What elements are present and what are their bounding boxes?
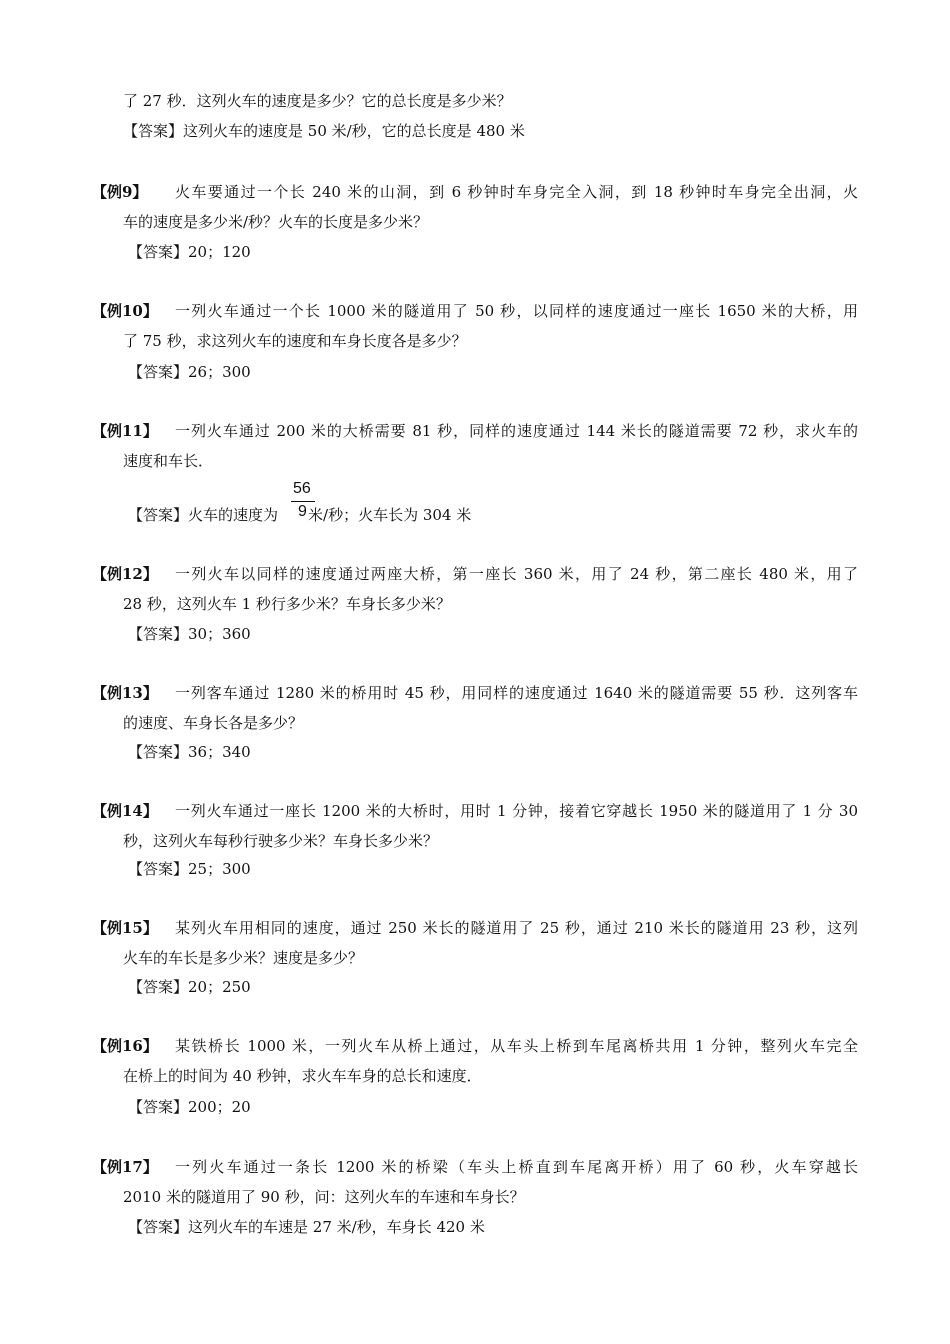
example-9-line1: 火车要通过一个长 240 米的山洞，到 6 秒钟时车身完全入洞，到 18 秒钟时车身完全出洞，火: [175, 183, 858, 201]
example-10-line1: 一列火车通过一个长 1000 米的隧道用了 50 秒，以同样的速度通过一座长 1650 米的大桥，用: [175, 302, 858, 320]
example-14-line1: 一列火车通过一座长 1200 米的大桥时，用时 1 分钟，接着它穿越长 1950 米的隧道用了 1 分 30: [175, 802, 858, 820]
example-16-line1: 某铁桥长 1000 米，一列火车从桥上通过，从车头上桥到车尾离桥共用 1 分钟，整列火车完全: [175, 1037, 858, 1055]
example-15-answer: 【答案】20；250: [128, 978, 251, 996]
example-12-line1: 一列火车以同样的速度通过两座大桥，第一座长 360 米，用了 24 秒，第二座长 480 米，用了: [175, 565, 858, 583]
example-17-line2: 2010 米的隧道用了 90 秒，问：这列火车的车速和车身长？: [123, 1188, 525, 1206]
example-11-line2: 速度和车长．: [123, 452, 214, 470]
example-14-line2: 秒，这列火车每秒行驶多少米？车身长多少米？: [123, 832, 439, 850]
example-12-line2: 28 秒，这列火车 1 秒行多少米？车身长多少米？: [123, 595, 451, 613]
example-15-line2: 火车的车长是多少米？速度是多少？: [123, 949, 364, 967]
fraction-numerator: 56: [293, 480, 311, 497]
example-15-line1: 某列火车用相同的速度，通过 250 米长的隧道用了 25 秒，通过 210 米长的隧道用 23 秒，这列: [175, 919, 858, 937]
example-15-label: 【例15】: [92, 919, 158, 937]
example-9-line2: 车的速度是多少米/秒？火车的长度是多少米？: [123, 213, 429, 231]
example-12-answer: 【答案】30；360: [128, 625, 251, 643]
example-13-line1: 一列客车通过 1280 米的桥用时 45 秒，用同样的速度通过 1640 米的隧道需要 55 秒．这列客车: [175, 684, 858, 702]
example-16-label: 【例16】: [92, 1037, 158, 1055]
example-13-label: 【例13】: [92, 684, 158, 702]
example-17-answer: 【答案】这列火车的车速是 27 米/秒，车身长 420 米: [128, 1218, 485, 1236]
example-11-answer-suffix: 米/秒；火车长为 304 米: [308, 506, 472, 524]
example-16-answer: 【答案】200；20: [128, 1098, 251, 1116]
example-14-label: 【例14】: [92, 802, 158, 820]
example-9-label: 【例9】: [92, 183, 148, 201]
example-10-label: 【例10】: [92, 302, 158, 320]
example-11-line1: 一列火车通过 200 米的大桥需要 81 秒，同样的速度通过 144 米长的隧道需要 72 秒，求火车的: [175, 422, 858, 440]
example-12-label: 【例12】: [92, 565, 158, 583]
fraction-denominator: 9: [298, 503, 307, 520]
example-16-line2: 在桥上的时间为 40 秒钟，求火车车身的总长和速度．: [123, 1067, 482, 1085]
intro-answer: 【答案】这列火车的速度是 50 米/秒，它的总长度是 480 米: [123, 122, 525, 140]
fraction-bar: [291, 501, 315, 502]
example-13-answer: 【答案】36；340: [128, 743, 251, 761]
example-10-line2: 了 75 秒，求这列火车的速度和车身长度各是多少？: [123, 332, 467, 350]
example-14-answer: 【答案】25；300: [128, 860, 251, 878]
intro-question-tail: 了 27 秒．这列火车的速度是多少？它的总长度是多少米？: [123, 92, 512, 110]
example-10-answer: 【答案】26；300: [128, 363, 251, 381]
example-13-line2: 的速度、车身长各是多少？: [123, 714, 304, 732]
example-11-answer-prefix: 【答案】火车的速度为: [128, 506, 279, 524]
example-11-label: 【例11】: [92, 422, 158, 440]
example-9-answer: 【答案】20；120: [128, 243, 251, 261]
example-17-label: 【例17】: [92, 1158, 158, 1176]
example-17-line1: 一列火车通过一条长 1200 米的桥梁（车头上桥直到车尾离开桥）用了 60 秒，火车穿越长: [175, 1158, 858, 1176]
